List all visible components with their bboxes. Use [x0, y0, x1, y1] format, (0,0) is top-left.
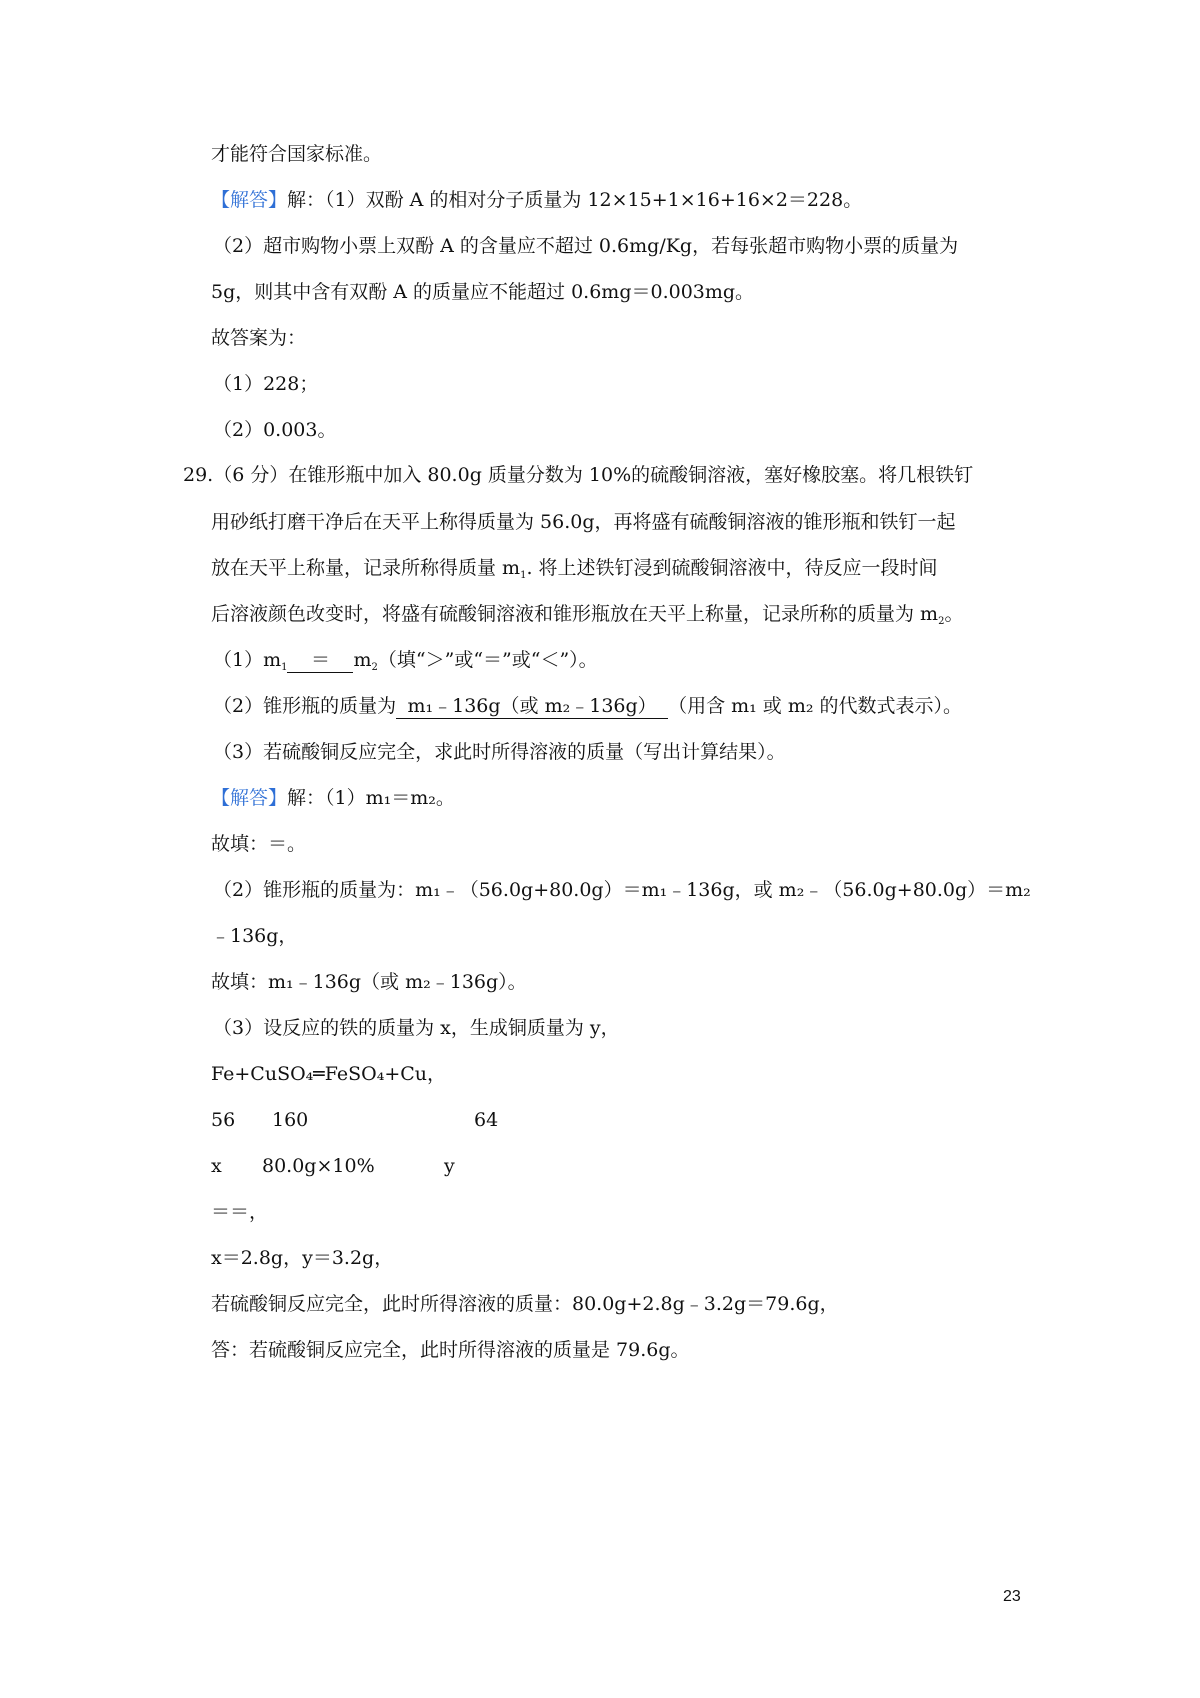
text: m — [353, 649, 372, 671]
text: 。 — [944, 603, 964, 625]
text-line: （1）228； — [213, 373, 319, 395]
sub-question-3: （3）若硫酸铜反应完全，求此时所得溶液的质量（写出计算结果）。 — [213, 741, 786, 763]
mass-cuso4: 80.0g×10% — [262, 1155, 375, 1177]
text-line: 故填：m₁﹣136g（或 m₂﹣136g）。 — [211, 971, 527, 993]
text-line: x＝2.8g，y＝3.2g， — [211, 1247, 394, 1269]
subscript: 1 — [281, 662, 288, 673]
text: 放在天平上称量，记录所称得质量 m — [211, 557, 521, 579]
text-line: 若硫酸铜反应完全，此时所得溶液的质量：80.0g+2.8g﹣3.2g＝79.6g， — [211, 1293, 839, 1315]
text: . 将上述铁钉浸到硫酸铜溶液中，待反应一段时间 — [526, 557, 938, 579]
text: （2）锥形瓶的质量为 — [213, 695, 397, 717]
question-29-line — [211, 600, 963, 632]
solution-text: 解：（1）双酚 A 的相对分子质量为 12×15+1×16+16×2＝228。 — [287, 189, 863, 211]
text-line: ＝＝， — [211, 1201, 269, 1223]
text-line: 故填：＝。 — [211, 833, 307, 855]
text: （1）m — [213, 649, 282, 671]
text-line: 故答案为： — [211, 327, 307, 349]
molar-mass-cuso4: 160 — [272, 1109, 309, 1131]
subscript: 1 — [520, 570, 527, 581]
solution-text: 解：（1）m₁＝m₂。 — [287, 787, 455, 809]
text-line: （2）0.003。 — [213, 419, 337, 441]
question-29-line — [211, 554, 938, 586]
equation-line: Fe+CuSO₄═FeSO₄+Cu， — [211, 1063, 447, 1085]
text-line: （2）超市购物小票上双酚 A 的含量应不超过 0.6mg/Kg，若每张超市购物小票的质量为 — [213, 235, 959, 257]
solution-line — [211, 186, 862, 214]
text: （填“＞”或“＝”或“＜”）。 — [377, 649, 598, 671]
text-line: 5g，则其中含有双酚 A 的质量应不能超过 0.6mg＝0.003mg。 — [211, 281, 755, 303]
molar-mass-fe: 56 — [211, 1109, 236, 1131]
question-29-line: 用砂纸打磨干净后在天平上称得质量为 56.0g，再将盛有硫酸铜溶液的锥形瓶和铁钉一起 — [211, 511, 956, 533]
answer-blank: m₁﹣136g（或 m₂﹣136g） — [396, 694, 668, 719]
var-y: y — [444, 1155, 455, 1177]
solution-tag: 【解答】 — [211, 787, 288, 809]
text: 后溶液颜色改变时，将盛有硫酸铜溶液和锥形瓶放在天平上称量，记录所称的质量为 m — [211, 603, 939, 625]
text-line: ﹣136g， — [211, 925, 298, 947]
answer-blank: ＝ — [287, 648, 353, 673]
subscript: 2 — [938, 616, 945, 627]
solution-line — [211, 784, 455, 812]
page-number: 23 — [1003, 1588, 1021, 1605]
solution-tag: 【解答】 — [211, 189, 288, 211]
question-29-line: 29.（6 分）在锥形瓶中加入 80.0g 质量分数为 10%的硫酸铜溶液，塞好橡胶塞。将几根铁钉 — [183, 464, 974, 486]
sub-question-2 — [213, 692, 962, 720]
var-x: x — [211, 1155, 222, 1177]
sub-question-1 — [213, 646, 598, 678]
text-line: （2）锥形瓶的质量为：m₁﹣（56.0g+80.0g）＝m₁﹣136g，或 m₂﹣（56.0g+80.0g）＝m₂ — [213, 879, 1031, 901]
text: （用含 m₁ 或 m₂ 的代数式表示）。 — [668, 695, 963, 717]
text-line: 才能符合国家标准。 — [211, 143, 383, 165]
text-line: 答：若硫酸铜反应完全，此时所得溶液的质量是 79.6g。 — [211, 1339, 690, 1361]
molar-mass-cu: 64 — [474, 1109, 499, 1131]
text-line: （3）设反应的铁的质量为 x，生成铜质量为 y， — [213, 1017, 620, 1039]
subscript: 2 — [371, 662, 378, 673]
